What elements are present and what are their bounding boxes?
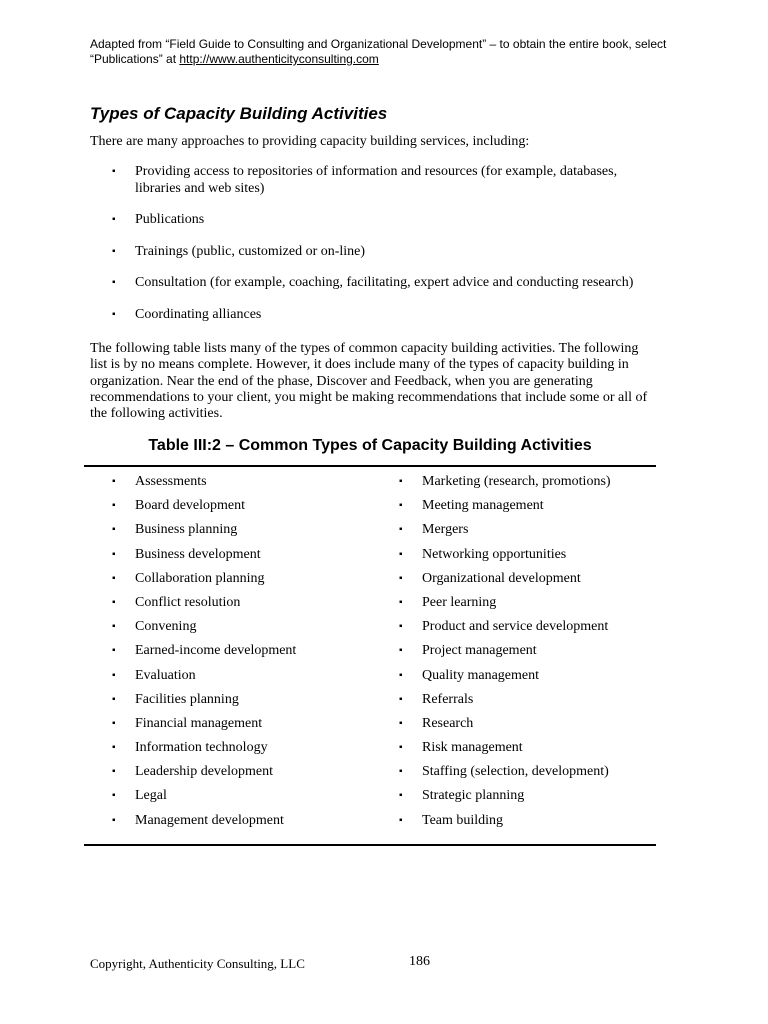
- activity-item: [110, 762, 380, 786]
- activity-item: [110, 811, 380, 835]
- bullet-icon: ▪: [399, 500, 403, 512]
- body-paragraph: The following table lists many of the types of common capacity building activities. The following list is by no means complete. However, it does include many of the types of capacity building in organization. Near the end of the phase, Discover and Feedback, when you are generating recommendations to your client, you might be making recommendations that include some or all of the following activities.: [90, 341, 648, 422]
- activity-item-text: Meeting management: [422, 498, 544, 514]
- approach-item: [110, 212, 650, 229]
- approach-item-text: Publications: [135, 212, 205, 227]
- activity-item: [110, 786, 380, 810]
- activity-item-text: Staffing (selection, development): [422, 764, 609, 780]
- activity-item: [397, 641, 657, 665]
- activity-item: [397, 520, 657, 544]
- bullet-icon: ▪: [112, 669, 116, 681]
- activity-item: [397, 811, 657, 835]
- bullet-icon: ▪: [399, 548, 403, 560]
- bullet-icon: ▪: [399, 524, 403, 536]
- bullet-icon: ▪: [399, 814, 403, 826]
- bullet-icon: ▪: [112, 814, 116, 826]
- activity-item: [110, 496, 380, 520]
- footer-copyright: Copyright, Authenticity Consulting, LLC: [90, 956, 305, 971]
- activity-item-text: Research: [422, 715, 474, 731]
- bullet-icon: ▪: [112, 693, 116, 705]
- bullet-icon: ▪: [112, 476, 116, 487]
- table-left-column: [110, 472, 380, 835]
- activity-item: [110, 569, 380, 593]
- activity-item: [397, 617, 657, 641]
- activity-item-text: Assessments: [135, 474, 207, 489]
- bullet-icon: ▪: [112, 790, 116, 802]
- bullet-icon: ▪: [399, 572, 403, 584]
- activity-item-text: Convening: [135, 619, 197, 635]
- table-title: Table III:2 – Common Types of Capacity Building Activities: [148, 437, 592, 454]
- bullet-icon: ▪: [399, 717, 403, 729]
- header-note: [90, 37, 690, 67]
- activity-item: [397, 569, 657, 593]
- activity-item: [110, 520, 380, 544]
- activity-item-text: Legal: [135, 788, 167, 804]
- activity-item: [397, 545, 657, 569]
- activity-item-text: Team building: [422, 812, 504, 828]
- bullet-icon: ▪: [112, 548, 116, 560]
- activity-item-text: Business development: [135, 546, 261, 562]
- approach-item: [110, 307, 650, 324]
- activity-item: [397, 496, 657, 520]
- activity-item-text: Leadership development: [135, 764, 274, 780]
- activity-item-text: Information technology: [135, 740, 268, 756]
- table-bottom-rule: [84, 844, 656, 846]
- activity-item: [397, 666, 657, 690]
- activity-item: [397, 690, 657, 714]
- approach-item-text: Trainings (public, customized or on-line): [135, 243, 366, 259]
- bullet-icon: ▪: [112, 572, 116, 584]
- bullet-icon: ▪: [112, 596, 116, 608]
- activity-item-text: Product and service development: [422, 619, 609, 635]
- activity-item: [397, 762, 657, 786]
- activity-item: [110, 545, 380, 569]
- activity-item-text: Project management: [422, 643, 537, 659]
- activity-item-text: Evaluation: [135, 667, 196, 683]
- activity-item-text: Earned-income development: [135, 643, 297, 659]
- activity-item: [110, 690, 380, 714]
- activity-item: [110, 593, 380, 617]
- approach-list: [110, 164, 650, 338]
- bullet-icon: ▪: [399, 790, 403, 802]
- table-top-rule: [84, 465, 656, 467]
- section-title: Types of Capacity Building Activities: [90, 104, 388, 123]
- bullet-icon: ▪: [112, 500, 116, 512]
- activity-item: [110, 738, 380, 762]
- activity-item: [110, 641, 380, 665]
- activity-item-text: Organizational development: [422, 570, 581, 586]
- activity-item-text: Quality management: [422, 667, 540, 683]
- bullet-icon: ▪: [399, 621, 403, 633]
- bullet-icon: ▪: [112, 524, 116, 536]
- page-number: 186: [409, 954, 430, 969]
- approach-item-text: Coordinating alliances: [135, 306, 262, 322]
- activity-item-text: Risk management: [422, 740, 523, 756]
- bullet-icon: ▪: [112, 245, 116, 257]
- activity-item: [110, 472, 380, 496]
- bullet-icon: ▪: [399, 596, 403, 608]
- activity-item: [397, 714, 657, 738]
- activity-item-text: Conflict resolution: [135, 594, 241, 610]
- activity-item-text: Financial management: [135, 715, 263, 731]
- activity-item-text: Board development: [135, 498, 246, 514]
- activity-item: [110, 666, 380, 690]
- activity-item-text: Referrals: [422, 691, 474, 707]
- approach-item: [110, 275, 650, 292]
- bullet-icon: ▪: [112, 742, 116, 754]
- header-note-text: Adapted from “Field Guide to Consulting and Organizational Development” – to obtain the entire book, select “Publications” at: [90, 37, 667, 66]
- bullet-icon: ▪: [112, 166, 116, 177]
- bullet-icon: ▪: [112, 645, 116, 657]
- bullet-icon: ▪: [112, 766, 116, 778]
- bullet-icon: ▪: [112, 277, 116, 288]
- bullet-icon: ▪: [399, 766, 403, 778]
- bullet-icon: ▪: [399, 645, 403, 657]
- activity-item-text: Networking opportunities: [422, 546, 567, 562]
- activity-item: [110, 714, 380, 738]
- activity-item-text: Collaboration planning: [135, 570, 265, 586]
- activity-item-text: Peer learning: [422, 594, 497, 610]
- bullet-icon: ▪: [112, 308, 116, 320]
- table-right-column: [397, 472, 657, 835]
- activity-item: [397, 593, 657, 617]
- activity-item: [397, 786, 657, 810]
- activity-item-text: Facilities planning: [135, 691, 239, 707]
- approach-item-text: Providing access to repositories of information and resources (for example, databases, libraries and web sites): [135, 164, 618, 196]
- website-link[interactable]: http://www.authenticityconsulting.com: [179, 52, 379, 66]
- bullet-icon: ▪: [399, 742, 403, 754]
- activity-item-text: Marketing (research, promotions): [422, 474, 611, 489]
- approach-item: [110, 164, 650, 197]
- bullet-icon: ▪: [112, 717, 116, 729]
- approach-item: [110, 244, 650, 261]
- bullet-icon: ▪: [399, 669, 403, 681]
- activity-item-text: Business planning: [135, 522, 238, 538]
- activity-item: [397, 738, 657, 762]
- activity-item: [110, 617, 380, 641]
- activity-item-text: Management development: [135, 812, 284, 828]
- intro-text: There are many approaches to providing capacity building services, including:: [90, 134, 530, 149]
- bullet-icon: ▪: [399, 476, 403, 487]
- activity-item-text: Strategic planning: [422, 788, 525, 804]
- activity-item-text: Mergers: [422, 522, 469, 538]
- bullet-icon: ▪: [112, 621, 116, 633]
- activity-item: [397, 472, 657, 496]
- approach-item-text: Consultation (for example, coaching, facilitating, expert advice and conducting research): [135, 275, 634, 290]
- bullet-icon: ▪: [112, 214, 116, 225]
- bullet-icon: ▪: [399, 693, 403, 705]
